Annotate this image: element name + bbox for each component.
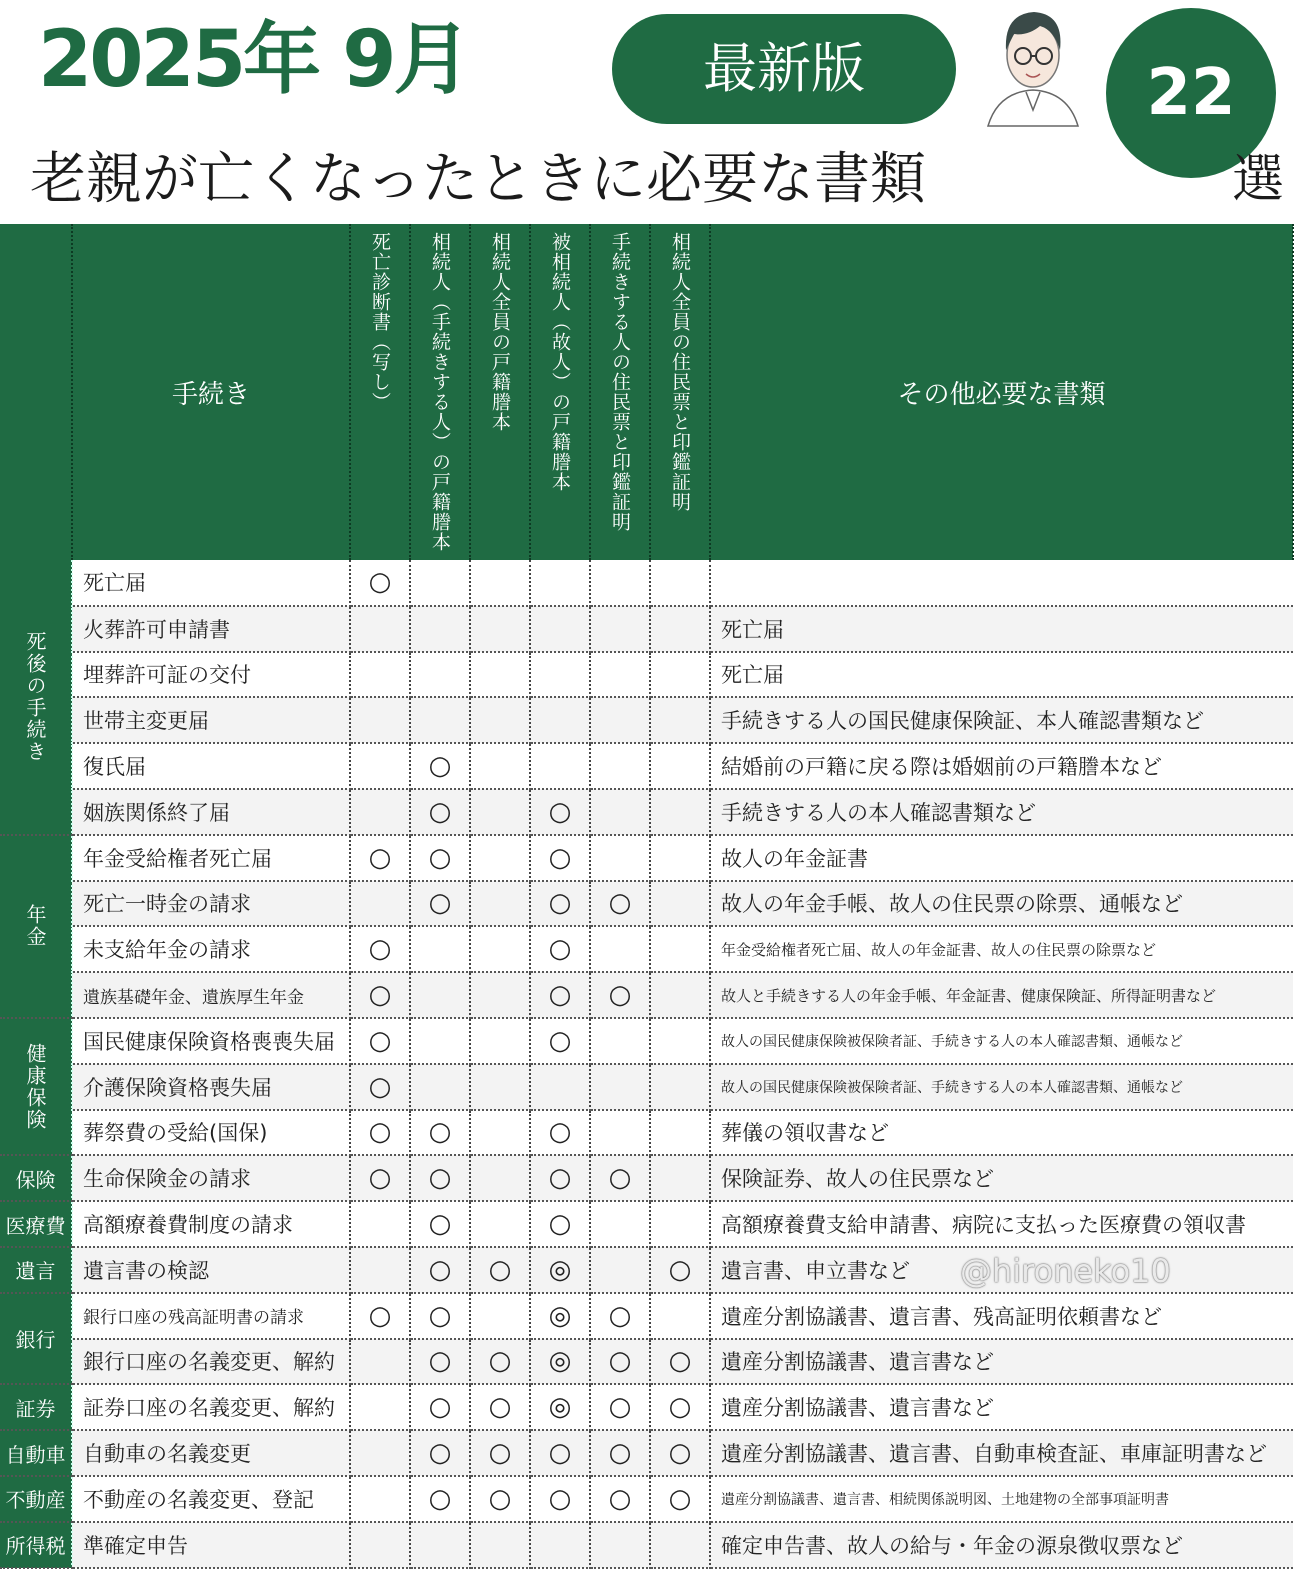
- required-mark-cell: [350, 697, 410, 743]
- procedure-cell: 未支給年金の請求: [72, 926, 350, 972]
- required-mark-cell: [350, 652, 410, 698]
- required-mark-cell: ○: [470, 1339, 530, 1385]
- other-docs-cell: 故人の年金手帳、故人の住民票の除票、通帳など: [710, 881, 1293, 927]
- category-cell: 死後の手続き: [0, 560, 72, 835]
- required-mark-cell: ○: [470, 1476, 530, 1522]
- other-docs-cell: 確定申告書、故人の給与・年金の源泉徴収票など: [710, 1522, 1293, 1568]
- required-mark-cell: [590, 697, 650, 743]
- procedure-cell: 葬祭費の受給(国保): [72, 1110, 350, 1156]
- required-mark-cell: [590, 560, 650, 606]
- other-docs-cell: 故人の国民健康保険被保険者証、手続きする人の本人確認書類、通帳など: [710, 1018, 1293, 1064]
- procedure-cell: 銀行口座の名義変更、解約: [72, 1339, 350, 1385]
- table-row: [0, 652, 1293, 698]
- procedure-cell: 高額療養費制度の請求: [72, 1201, 350, 1247]
- required-mark-cell: [470, 1064, 530, 1110]
- required-mark-cell: [650, 1110, 710, 1156]
- other-docs-cell: 遺産分割協議書、遺言書、自動車検査証、車庫証明書など: [710, 1430, 1293, 1476]
- required-mark-cell: [590, 789, 650, 835]
- required-mark-cell: [470, 1522, 530, 1568]
- required-mark-cell: [470, 881, 530, 927]
- doc-col-header: 相続人（手続きする人）の戸籍謄本: [410, 224, 470, 560]
- table-row: [0, 1476, 1293, 1522]
- required-mark-cell: ◎: [530, 1247, 590, 1293]
- required-mark-cell: ○: [350, 926, 410, 972]
- required-mark-cell: ○: [410, 1476, 470, 1522]
- table-header-row: [0, 224, 1293, 560]
- table-row: [0, 881, 1293, 927]
- doc-col-header: 被相続人（故人）の戸籍謄本: [530, 224, 590, 560]
- procedure-cell: 自動車の名義変更: [72, 1430, 350, 1476]
- required-mark-cell: [470, 1201, 530, 1247]
- procedure-cell: 死亡一時金の請求: [72, 881, 350, 927]
- procedure-cell: 復氏届: [72, 743, 350, 789]
- required-mark-cell: ○: [410, 881, 470, 927]
- required-mark-cell: ○: [410, 1293, 470, 1339]
- category-cell: 保険: [0, 1155, 72, 1201]
- category-cell: 不動産: [0, 1476, 72, 1522]
- table-row: [0, 1110, 1293, 1156]
- required-mark-cell: [410, 697, 470, 743]
- required-mark-cell: ○: [530, 1155, 590, 1201]
- required-mark-cell: ○: [410, 1384, 470, 1430]
- other-docs-cell: 故人と手続きする人の年金手帳、年金証書、健康保険証、所得証明書など: [710, 972, 1293, 1018]
- required-mark-cell: [650, 1064, 710, 1110]
- required-mark-cell: [590, 1110, 650, 1156]
- required-mark-cell: ○: [410, 1155, 470, 1201]
- watermark: @hironeko10: [960, 1252, 1171, 1290]
- required-mark-cell: [350, 1430, 410, 1476]
- required-mark-cell: ○: [410, 1339, 470, 1385]
- required-mark-cell: [650, 652, 710, 698]
- table-row: [0, 1018, 1293, 1064]
- category-cell: 遺言: [0, 1247, 72, 1293]
- procedure-cell: 遺族基礎年金、遺族厚生年金: [72, 972, 350, 1018]
- required-mark-cell: [470, 652, 530, 698]
- required-mark-cell: [350, 1476, 410, 1522]
- procedure-cell: 火葬許可申請書: [72, 606, 350, 652]
- required-mark-cell: [530, 652, 590, 698]
- other-docs-cell: 遺産分割協議書、遺言書、残高証明依頼書など: [710, 1293, 1293, 1339]
- required-mark-cell: ○: [650, 1339, 710, 1385]
- required-mark-cell: [470, 926, 530, 972]
- required-mark-cell: ○: [410, 1110, 470, 1156]
- procedure-cell: 生命保険金の請求: [72, 1155, 350, 1201]
- required-mark-cell: [350, 789, 410, 835]
- table-row: [0, 606, 1293, 652]
- other-docs-cell: 手続きする人の国民健康保険証、本人確認書類など: [710, 697, 1293, 743]
- other-docs-cell: 手続きする人の本人確認書類など: [710, 789, 1293, 835]
- required-mark-cell: ○: [590, 881, 650, 927]
- required-mark-cell: ○: [350, 1110, 410, 1156]
- table-row: [0, 560, 1293, 606]
- required-mark-cell: ○: [530, 1110, 590, 1156]
- procedure-cell: 不動産の名義変更、登記: [72, 1476, 350, 1522]
- required-mark-cell: [650, 926, 710, 972]
- table-row: [0, 697, 1293, 743]
- required-mark-cell: ○: [410, 1247, 470, 1293]
- required-mark-cell: ○: [530, 1476, 590, 1522]
- required-mark-cell: [590, 926, 650, 972]
- required-mark-cell: [410, 606, 470, 652]
- other-docs-cell: 保険証券、故人の住民票など: [710, 1155, 1293, 1201]
- required-mark-cell: [650, 972, 710, 1018]
- title-suffix: 選: [1232, 150, 1285, 210]
- required-mark-cell: ○: [530, 789, 590, 835]
- required-mark-cell: ○: [650, 1476, 710, 1522]
- other-docs-cell: [710, 560, 1293, 606]
- required-mark-cell: ○: [350, 1293, 410, 1339]
- required-mark-cell: [650, 697, 710, 743]
- required-mark-cell: [590, 1064, 650, 1110]
- required-mark-cell: [350, 743, 410, 789]
- required-mark-cell: ○: [350, 1155, 410, 1201]
- required-mark-cell: [650, 835, 710, 881]
- required-mark-cell: [590, 743, 650, 789]
- procedure-cell: 証券口座の名義変更、解約: [72, 1384, 350, 1430]
- required-mark-cell: ○: [530, 881, 590, 927]
- procedure-cell: 準確定申告: [72, 1522, 350, 1568]
- latest-edition-pill: 最新版: [612, 14, 956, 124]
- required-mark-cell: [590, 606, 650, 652]
- required-mark-cell: [470, 1110, 530, 1156]
- required-mark-cell: ○: [650, 1430, 710, 1476]
- documents-table: [0, 224, 1294, 1569]
- other-docs-cell: 高額療養費支給申請書、病院に支払った医療費の領収書: [710, 1201, 1293, 1247]
- required-mark-cell: [590, 1018, 650, 1064]
- required-mark-cell: [470, 835, 530, 881]
- table-row: [0, 1201, 1293, 1247]
- required-mark-cell: [410, 652, 470, 698]
- year-month-title: 2025年 9月: [38, 15, 469, 105]
- required-mark-cell: [650, 789, 710, 835]
- other-docs-cell: 年金受給権者死亡届、故人の年金証書、故人の住民票の除票など: [710, 926, 1293, 972]
- procedure-cell: 世帯主変更届: [72, 697, 350, 743]
- category-cell: 自動車: [0, 1430, 72, 1476]
- required-mark-cell: [470, 1018, 530, 1064]
- required-mark-cell: [530, 697, 590, 743]
- required-mark-cell: [470, 1293, 530, 1339]
- required-mark-cell: ○: [410, 743, 470, 789]
- procedure-cell: 介護保険資格喪失届: [72, 1064, 350, 1110]
- required-mark-cell: ◎: [530, 1339, 590, 1385]
- required-mark-cell: [470, 789, 530, 835]
- required-mark-cell: ○: [350, 1064, 410, 1110]
- procedure-cell: 遺言書の検認: [72, 1247, 350, 1293]
- required-mark-cell: [530, 1064, 590, 1110]
- header: [0, 0, 1293, 222]
- required-mark-cell: [650, 560, 710, 606]
- required-mark-cell: ○: [350, 972, 410, 1018]
- required-mark-cell: ○: [590, 1384, 650, 1430]
- required-mark-cell: [350, 1339, 410, 1385]
- procedure-cell: 銀行口座の残高証明書の請求: [72, 1293, 350, 1339]
- table-row: [0, 1293, 1293, 1339]
- required-mark-cell: [650, 1018, 710, 1064]
- required-mark-cell: [650, 1522, 710, 1568]
- other-docs-cell: 遺言書、申立書など: [710, 1247, 1293, 1293]
- other-docs-cell: 遺産分割協議書、遺言書など: [710, 1339, 1293, 1385]
- table-row: [0, 789, 1293, 835]
- required-mark-cell: [650, 1155, 710, 1201]
- required-mark-cell: [410, 1522, 470, 1568]
- table-row: [0, 1384, 1293, 1430]
- table-row: [0, 1339, 1293, 1385]
- procedure-cell: 姻族関係終了届: [72, 789, 350, 835]
- required-mark-cell: ○: [650, 1384, 710, 1430]
- procedure-cell: 国民健康保険資格喪喪失届: [72, 1018, 350, 1064]
- procedure-header: 手続き: [72, 224, 350, 560]
- required-mark-cell: [530, 743, 590, 789]
- required-mark-cell: ○: [410, 789, 470, 835]
- other-docs-cell: 故人の国民健康保険被保険者証、手続きする人の本人確認書類、通帳など: [710, 1064, 1293, 1110]
- required-mark-cell: [530, 1522, 590, 1568]
- page-title: 老親が亡くなったときに必要な書類: [30, 147, 926, 212]
- required-mark-cell: ○: [530, 835, 590, 881]
- doc-col-header: 死亡診断書（写し）: [350, 224, 410, 560]
- required-mark-cell: [470, 606, 530, 652]
- required-mark-cell: [410, 926, 470, 972]
- table-row: [0, 743, 1293, 789]
- table-row: [0, 1430, 1293, 1476]
- required-mark-cell: [590, 1201, 650, 1247]
- required-mark-cell: ○: [410, 835, 470, 881]
- other-docs-cell: 死亡届: [710, 606, 1293, 652]
- other-docs-cell: 葬儀の領収書など: [710, 1110, 1293, 1156]
- category-cell: 年金: [0, 835, 72, 1018]
- required-mark-cell: [530, 606, 590, 652]
- required-mark-cell: [590, 835, 650, 881]
- required-mark-cell: ○: [410, 1430, 470, 1476]
- required-mark-cell: [410, 1064, 470, 1110]
- required-mark-cell: [470, 972, 530, 1018]
- other-docs-cell: 死亡届: [710, 652, 1293, 698]
- required-mark-cell: [410, 1018, 470, 1064]
- table-row: [0, 1155, 1293, 1201]
- required-mark-cell: [650, 1293, 710, 1339]
- required-mark-cell: ○: [590, 972, 650, 1018]
- required-mark-cell: ○: [530, 972, 590, 1018]
- required-mark-cell: ○: [410, 1201, 470, 1247]
- required-mark-cell: ○: [590, 1430, 650, 1476]
- category-cell: 銀行: [0, 1293, 72, 1385]
- required-mark-cell: [530, 560, 590, 606]
- other-docs-header: その他必要な書類: [710, 224, 1293, 560]
- author-avatar-illustration: [968, 0, 1098, 126]
- required-mark-cell: [350, 881, 410, 927]
- required-mark-cell: ○: [590, 1155, 650, 1201]
- required-mark-cell: [470, 1155, 530, 1201]
- other-docs-cell: 結婚前の戸籍に戻る際は婚姻前の戸籍謄本など: [710, 743, 1293, 789]
- required-mark-cell: [350, 1201, 410, 1247]
- required-mark-cell: [350, 1384, 410, 1430]
- required-mark-cell: ○: [530, 1430, 590, 1476]
- required-mark-cell: ○: [350, 835, 410, 881]
- table-row: [0, 1522, 1293, 1568]
- required-mark-cell: ○: [530, 1201, 590, 1247]
- required-mark-cell: [590, 652, 650, 698]
- doc-col-header: 相続人全員の住民票と印鑑証明: [650, 224, 710, 560]
- required-mark-cell: ○: [470, 1384, 530, 1430]
- category-cell: 医療費: [0, 1201, 72, 1247]
- category-cell: 証券: [0, 1384, 72, 1430]
- doc-col-header: 相続人全員の戸籍謄本: [470, 224, 530, 560]
- required-mark-cell: ○: [590, 1339, 650, 1385]
- required-mark-cell: ◎: [530, 1293, 590, 1339]
- required-mark-cell: [350, 1522, 410, 1568]
- category-cell: 所得税: [0, 1522, 72, 1568]
- procedure-cell: 死亡届: [72, 560, 350, 606]
- required-mark-cell: ○: [650, 1247, 710, 1293]
- table-row: [0, 1064, 1293, 1110]
- required-mark-cell: ○: [530, 926, 590, 972]
- count-badge: 22: [1106, 8, 1276, 178]
- category-cell: 健康保険: [0, 1018, 72, 1155]
- required-mark-cell: ○: [350, 560, 410, 606]
- required-mark-cell: [650, 881, 710, 927]
- required-mark-cell: [410, 972, 470, 1018]
- required-mark-cell: [470, 743, 530, 789]
- required-mark-cell: ◎: [530, 1384, 590, 1430]
- required-mark-cell: [410, 560, 470, 606]
- procedure-cell: 埋葬許可証の交付: [72, 652, 350, 698]
- required-mark-cell: [590, 1522, 650, 1568]
- table-row: [0, 972, 1293, 1018]
- other-docs-cell: 遺産分割協議書、遺言書など: [710, 1384, 1293, 1430]
- required-mark-cell: ○: [590, 1293, 650, 1339]
- table-row: [0, 926, 1293, 972]
- other-docs-cell: 故人の年金証書: [710, 835, 1293, 881]
- procedure-cell: 年金受給権者死亡届: [72, 835, 350, 881]
- required-mark-cell: [590, 1247, 650, 1293]
- required-mark-cell: ○: [470, 1247, 530, 1293]
- category-header: [0, 224, 72, 560]
- required-mark-cell: [350, 1247, 410, 1293]
- required-mark-cell: ○: [470, 1430, 530, 1476]
- required-mark-cell: [470, 560, 530, 606]
- required-mark-cell: ○: [530, 1018, 590, 1064]
- required-mark-cell: [650, 743, 710, 789]
- required-mark-cell: ○: [350, 1018, 410, 1064]
- required-mark-cell: [350, 606, 410, 652]
- other-docs-cell: 遺産分割協議書、遺言書、相続関係説明図、土地建物の全部事項証明書: [710, 1476, 1293, 1522]
- required-mark-cell: [650, 1201, 710, 1247]
- required-mark-cell: [650, 606, 710, 652]
- required-mark-cell: ○: [590, 1476, 650, 1522]
- required-mark-cell: [470, 697, 530, 743]
- doc-col-header: 手続きする人の住民票と印鑑証明: [590, 224, 650, 560]
- table-row: [0, 835, 1293, 881]
